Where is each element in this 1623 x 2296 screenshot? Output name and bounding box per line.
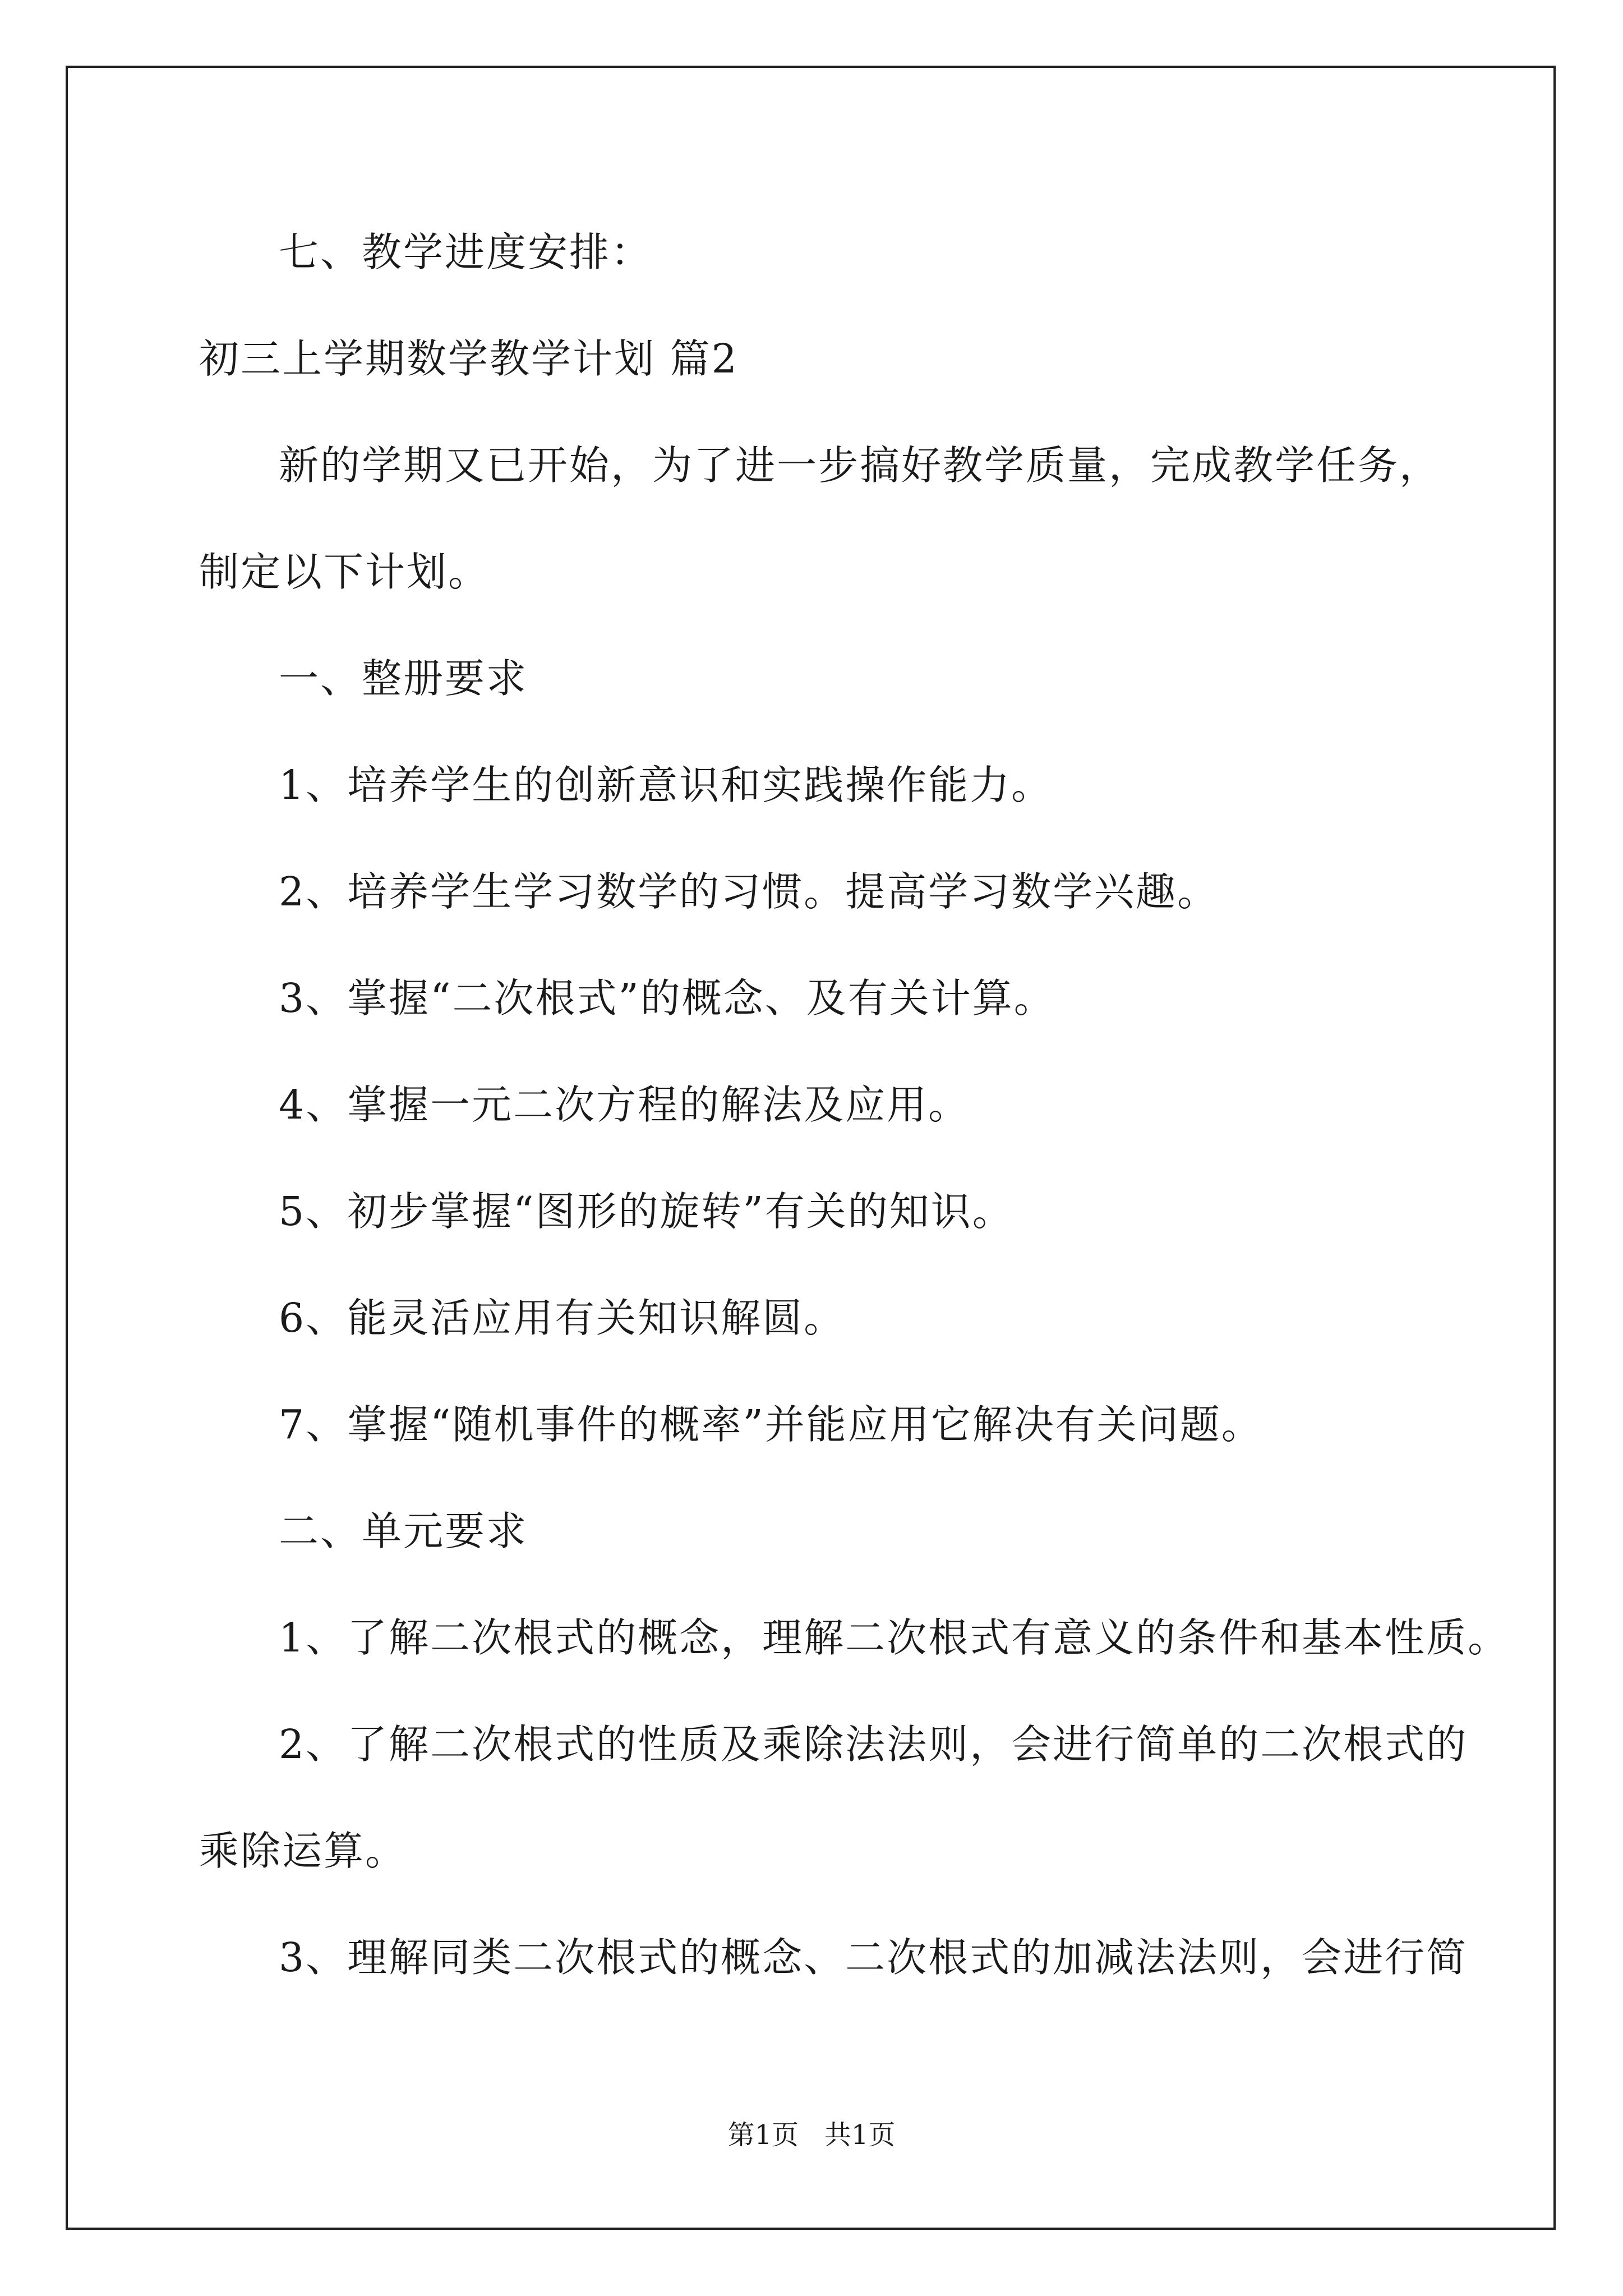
list-item: 3、掌握“二次根式”的概念、及有关计算。	[279, 975, 1055, 1022]
list-item: 2、培养学生学习数学的习惯。提高学习数学兴趣。	[279, 868, 1219, 915]
section-heading: 二、单元要求	[279, 1508, 528, 1554]
list-item: 5、初步掌握“图形的旋转”有关的知识。	[279, 1188, 1014, 1235]
list-item: 3、理解同类二次根式的概念、二次根式的加减法法则，会进行简	[279, 1934, 1468, 1981]
list-item: 1、了解二次根式的概念，理解二次根式有意义的条件和基本性质。	[279, 1614, 1510, 1661]
list-item: 1、培养学生的创新意识和实践操作能力。	[279, 762, 1053, 808]
page-footer: 第1页 共1页	[727, 2119, 896, 2151]
page-border	[66, 66, 1556, 2230]
section-heading-schedule: 七、教学进度安排：	[279, 229, 653, 275]
list-item: 4、掌握一元二次方程的解法及应用。	[279, 1082, 970, 1128]
paragraph-line: 制定以下计划。	[199, 549, 490, 595]
list-item: 6、能灵活应用有关知识解圆。	[279, 1295, 846, 1341]
list-item-continuation: 乘除运算。	[199, 1828, 407, 1874]
list-item: 2、了解二次根式的性质及乘除法法则，会进行简单的二次根式的	[279, 1721, 1468, 1768]
list-item: 7、掌握“随机事件的概率”并能应用它解决有关问题。	[279, 1401, 1263, 1448]
article-title: 初三上学期数学教学计划 篇2	[199, 335, 739, 382]
section-heading: 一、整册要求	[279, 655, 528, 702]
paragraph-line: 新的学期又已开始，为了进一步搞好教学质量，完成教学任务，	[279, 442, 1441, 489]
